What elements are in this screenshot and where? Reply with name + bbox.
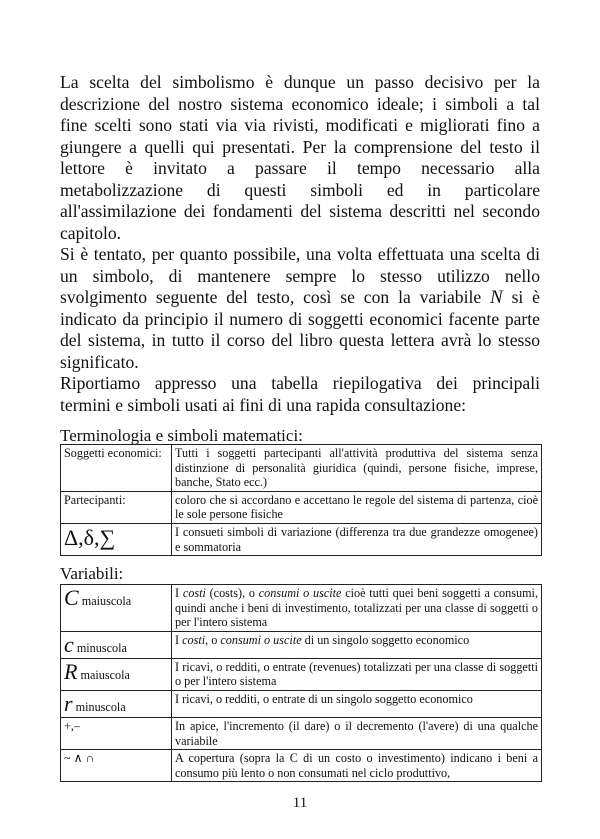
- symbol-cell: ~ ∧ ∩: [61, 750, 172, 782]
- symbol-case: minuscola: [75, 699, 126, 714]
- text-line: capitolo.: [60, 222, 122, 243]
- term-cell: [61, 523, 172, 555]
- table-row: [61, 491, 542, 523]
- terminology-table: [60, 444, 542, 556]
- description-cell: I consueti simboli di variazione (differenza tra due grandezze omogenee) e sommatoria: [172, 523, 542, 555]
- text-line: termini e simboli usati ai fini di una rapida consultazione:: [60, 394, 467, 415]
- symbol-case: minuscola: [76, 640, 127, 655]
- table-row: [61, 585, 542, 632]
- symbol-case: maiuscola: [81, 594, 132, 608]
- text-line: fine scelti sono stati via via rivisti, modificati e migliorati fino a: [60, 115, 540, 135]
- symbol: r: [64, 690, 73, 716]
- text-line: lettore è invitato a passare il tempo necessario alla: [60, 158, 540, 178]
- symbol-cell: +,–: [61, 717, 172, 749]
- description-cell: I ricavi, o redditi, o entrate (revenues) totalizzati per una classe di soggetti o per l'intero sistema: [172, 658, 542, 690]
- symbol: R: [64, 658, 78, 684]
- symbol-cell: [61, 690, 172, 717]
- table-row: [61, 750, 542, 782]
- page-number: 11: [292, 795, 308, 811]
- variables-table: [60, 584, 542, 782]
- table-row: [61, 690, 542, 717]
- term-cell: Partecipanti:: [61, 491, 172, 523]
- paragraph-1: [60, 72, 540, 244]
- symbol-case: maiuscola: [80, 667, 130, 682]
- text-line: metabolizzazione di questi simboli ed in particolare: [60, 179, 540, 200]
- symbol: c: [64, 631, 74, 657]
- terminology-title: Terminologia e simboli matematici:: [60, 426, 303, 445]
- symbol: C: [64, 585, 79, 610]
- table-row: [61, 445, 542, 492]
- table-row: [61, 631, 542, 658]
- symbol-cell: [61, 631, 172, 658]
- description-cell: A copertura (sopra la C di un costo o investimento) indicano i beni a consumo più lento o non consumati nel ciclo produttivo,: [172, 750, 542, 782]
- text-line: indicato da principio il numero di soggetti economici facente parte: [60, 308, 540, 329]
- text-line: [60, 287, 540, 309]
- table-row: [61, 658, 542, 690]
- symbol-cell: [61, 658, 172, 690]
- text-line: significato.: [60, 351, 139, 372]
- description-cell: In apice, l'incremento (il dare) o il decremento (l'avere) di una qualche variabile: [172, 717, 542, 749]
- paragraph-2: [60, 244, 540, 373]
- text-line: La scelta del simbolismo è dunque un passo decisivo per la: [60, 72, 540, 92]
- table-row: [61, 717, 542, 749]
- text-line: Riportiamo appresso una tabella riepilogativa dei principali: [60, 373, 540, 393]
- description-cell: I costi (costs), o consumi o uscite cioè tutti quei beni soggetti a consumi, quindi anche i beni di investimento, totalizzati per una classe di soggetti o per l'intero sistema: [172, 585, 542, 632]
- variable-n: N: [490, 287, 503, 308]
- description-cell: I ricavi, o redditi, o entrate di un singolo soggetto economico: [172, 690, 542, 717]
- description-cell: coloro che si accordano e accettano le regole del sistema di partenza, cioè le sole persone fisiche: [172, 491, 542, 523]
- description-cell: Tutti i soggetti partecipanti all'attività produttiva del sistema senza distinzione di personalità giuridica (quindi, persone fisiche, imprese, banche, Stato ecc.): [172, 445, 542, 492]
- variables-title: Variabili:: [60, 564, 124, 583]
- math-symbols: Δ,δ,∑: [64, 524, 116, 550]
- text-line: Si è tentato, per quanto possibile, una volta effettuata una scelta di: [60, 244, 540, 264]
- text-line: all'assimilazione dei fondamenti del sistema descritti nel secondo: [60, 201, 540, 221]
- description-cell: I costi, o consumi o uscite di un singolo soggetto economico: [172, 631, 542, 658]
- term-cell: Soggetti economici:: [61, 445, 172, 492]
- symbol-cell: [61, 585, 172, 632]
- text-line: descrizione del nostro sistema economico ideale; i simboli a tal: [60, 93, 540, 114]
- table-row: [61, 523, 542, 555]
- text-line: del sistema, in tutto il corso del libro questa lettera avrà lo stesso: [60, 330, 540, 350]
- text-fragment: si è: [511, 287, 540, 307]
- text-fragment: svolgimento seguente del testo, così se con la variabile: [60, 287, 482, 307]
- paragraph-3: [60, 373, 540, 416]
- text-line: giungere a quelli qui presentati. Per la comprensione del testo il: [60, 136, 540, 157]
- text-line: un simbolo, di mantenere sempre lo stesso utilizzo nello: [60, 265, 540, 286]
